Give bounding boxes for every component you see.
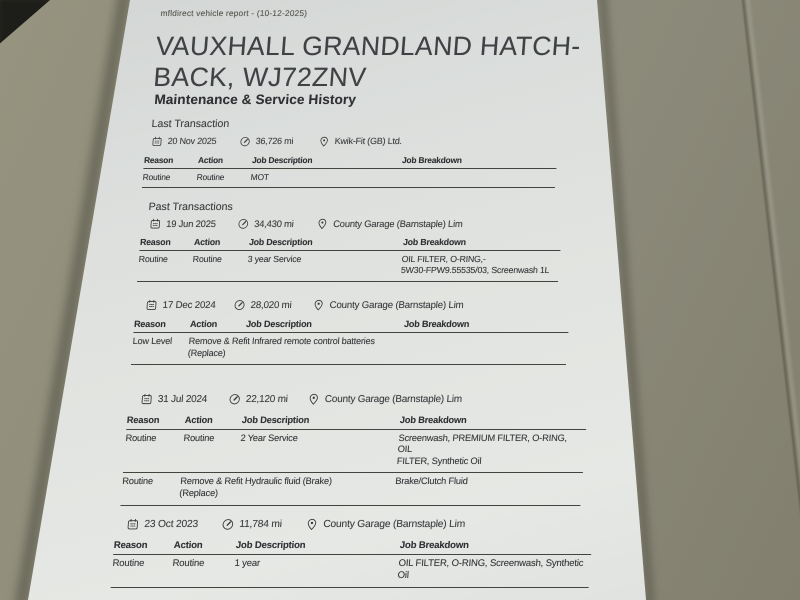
transaction-section — [142, 134, 559, 188]
cell-job-breakdown: OIL FILTER, O-RING,- 5W30-FPW9.55535/03, Screenwash 1L — [400, 253, 550, 275]
transaction-section — [131, 298, 571, 365]
transaction-date-group — [149, 218, 238, 230]
column-header-job-description: Job Description — [251, 155, 313, 165]
cell-reason: Routine — [138, 253, 169, 264]
cell-job-description: 2 Year Service — [240, 432, 299, 443]
speedometer-icon — [228, 393, 241, 405]
transaction-mileage-group — [228, 393, 308, 405]
transaction-mileage: 11,784 mi — [238, 518, 283, 530]
cell-job-description: MOT — [250, 171, 270, 182]
transaction-date-group — [145, 299, 234, 311]
table-row — [137, 251, 560, 282]
table-header-row — [133, 319, 569, 333]
transaction-location: Kwik-Fit (GB) Ltd. — [334, 136, 403, 147]
transaction-meta — [126, 517, 594, 532]
location-pin-icon — [307, 393, 320, 405]
report-header-text: mfldirect vehicle report - (10-12-2025) — [160, 8, 308, 18]
transaction-mileage-group — [237, 218, 317, 230]
transaction-table — [142, 155, 557, 188]
location-pin-icon — [312, 299, 325, 311]
transaction-location-group — [316, 218, 463, 230]
column-header-job-breakdown: Job Breakdown — [399, 415, 467, 425]
cell-reason: Routine — [112, 557, 145, 569]
transaction-location: County Garage (Barnstaple) Lim — [332, 217, 464, 229]
transaction-date: 17 Dec 2024 — [162, 300, 216, 311]
column-header-job-description: Job Description — [235, 540, 306, 551]
transaction-table — [137, 237, 561, 282]
transaction-location-group — [307, 393, 462, 405]
transaction-date-group — [151, 136, 240, 147]
location-pin-icon — [318, 136, 330, 147]
speedometer-icon — [221, 518, 235, 531]
speedometer-icon — [239, 136, 251, 147]
table-header-row — [139, 237, 561, 251]
column-header-job-breakdown: Job Breakdown — [399, 540, 470, 551]
transaction-location-group — [318, 136, 402, 147]
transaction-mileage: 28,020 mi — [250, 300, 292, 311]
column-header-reason: Reason — [133, 319, 167, 329]
transaction-location: County Garage (Barnstaple) Lim — [324, 394, 463, 405]
cell-job-breakdown — [400, 172, 556, 183]
cell-action: Remove & Refit Infrared remote control batteries (Replace) — [187, 336, 376, 358]
column-header-action: Action — [189, 319, 218, 329]
calendar-icon — [126, 518, 140, 531]
cell-action: Remove & Refit Hydraulic fluid (Brake) (Replace) — [179, 476, 333, 499]
cell-job-breakdown: Screenwash, PREMIUM FILTER, O-RING, OIL FILTER, Synthetic Oil — [396, 432, 568, 466]
cell-reason: Routine — [121, 476, 154, 487]
cell-action: Routine — [196, 171, 225, 182]
transaction-location: County Garage (Barnstaple) Lim — [322, 518, 466, 530]
cell-job-description: 1 year — [234, 557, 261, 569]
cell-job-description: 3 year Service — [247, 253, 302, 264]
column-header-job-description: Job Description — [248, 237, 313, 247]
transaction-section — [137, 216, 563, 282]
vehicle-title-line2: BACK, WJ72ZNV — [152, 62, 368, 92]
column-header-action: Action — [197, 155, 224, 165]
transaction-date: 20 Nov 2025 — [167, 136, 217, 147]
speedometer-icon — [233, 299, 246, 311]
calendar-icon — [149, 218, 162, 230]
column-header-job-description: Job Description — [245, 319, 313, 329]
cell-reason: Low Level — [132, 336, 173, 347]
column-header-action: Action — [184, 415, 214, 425]
table-row — [123, 430, 586, 474]
column-header-job-breakdown: Job Breakdown — [402, 237, 467, 247]
transaction-meta — [145, 298, 571, 313]
transaction-mileage-group — [221, 518, 306, 531]
section-label-past-transactions: Past Transactions — [148, 201, 234, 213]
column-header-reason: Reason — [139, 237, 171, 247]
vehicle-title-line1: VAUXHALL GRANDLAND HATCH- — [154, 31, 582, 61]
cell-action: Routine — [183, 432, 215, 443]
transaction-mileage: 36,726 mi — [255, 136, 294, 147]
column-header-reason: Reason — [113, 540, 148, 551]
transaction-table — [120, 415, 587, 506]
cell-action: Routine — [192, 253, 223, 264]
table-header-row — [143, 155, 557, 169]
table-row — [111, 555, 591, 588]
transaction-meta — [140, 392, 589, 407]
calendar-icon — [145, 299, 158, 311]
transaction-mileage-group — [233, 299, 313, 311]
calendar-icon — [151, 136, 163, 147]
section-label-last-transaction: Last Transaction — [151, 118, 230, 130]
column-header-reason: Reason — [126, 415, 160, 425]
table-row — [120, 473, 582, 505]
cell-action: Routine — [172, 557, 205, 569]
report-subtitle: Maintenance & Service History — [153, 92, 357, 107]
transaction-date: 23 Oct 2023 — [143, 518, 199, 530]
column-header-job-description: Job Description — [241, 415, 310, 425]
transaction-meta — [149, 216, 563, 231]
transaction-meta — [151, 134, 559, 149]
transaction-date-group — [126, 518, 222, 531]
transaction-date-group — [140, 393, 229, 405]
transaction-section — [120, 392, 589, 506]
transaction-section — [111, 517, 594, 588]
column-header-reason: Reason — [143, 155, 174, 165]
column-header-job-breakdown: Job Breakdown — [401, 155, 463, 165]
transaction-date: 31 Jul 2024 — [157, 394, 208, 405]
location-pin-icon — [316, 218, 329, 230]
calendar-icon — [140, 393, 153, 405]
speedometer-icon — [237, 218, 250, 230]
transaction-location-group — [305, 518, 466, 531]
table-header-row — [113, 540, 592, 555]
location-pin-icon — [305, 518, 319, 531]
cell-reason: Routine — [125, 432, 157, 443]
transaction-table — [111, 540, 593, 588]
cell-job-breakdown: Brake/Clutch Fluid — [394, 476, 469, 487]
column-header-job-breakdown: Job Breakdown — [403, 319, 470, 329]
transaction-date: 19 Jun 2025 — [165, 217, 217, 229]
column-header-action: Action — [193, 237, 221, 247]
column-header-action: Action — [173, 540, 203, 551]
table-header-row — [126, 415, 587, 430]
transaction-location-group — [312, 299, 464, 311]
transaction-mileage: 34,430 mi — [253, 217, 295, 229]
transaction-mileage: 22,120 mi — [245, 394, 289, 405]
transaction-mileage-group — [239, 136, 319, 147]
transaction-table — [131, 319, 569, 365]
cell-job-breakdown: OIL FILTER, O-RING, Screenwash, Synthetic Oil — [397, 557, 584, 581]
table-row — [131, 333, 568, 365]
table-row — [142, 169, 556, 189]
cell-reason: Routine — [142, 171, 171, 182]
vehicle-title — [152, 31, 581, 93]
transaction-location: County Garage (Barnstaple) Lim — [329, 300, 464, 311]
